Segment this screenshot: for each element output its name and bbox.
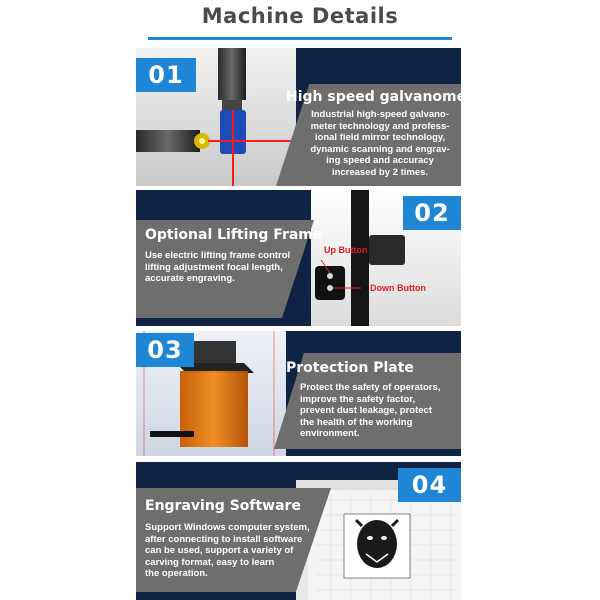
section-number-01: 01 xyxy=(136,58,196,92)
section-03-panel xyxy=(136,331,461,456)
up-button-label: Up Button xyxy=(324,245,368,255)
section-02-description: Use electric lifting frame control lifting adjustment focal length, accurate engraving. xyxy=(145,250,291,285)
section-04-panel xyxy=(136,462,461,600)
section-number-03: 03 xyxy=(136,333,194,367)
section-04-description: Support Windows computer system, after connecting to install software can be used, support a variety of carving format, easy to learn the operation. xyxy=(145,522,310,580)
section-02-title: Optional Lifting Frame xyxy=(145,227,323,243)
page-title: Machine Details xyxy=(201,4,399,28)
section-04-title: Engraving Software xyxy=(145,498,301,514)
section-02-panel xyxy=(136,190,461,326)
section-03-description: Protect the safety of operators, improve the safety factor, prevent dust leakage, protect the health of the working environment. xyxy=(300,382,441,440)
section-number-04: 04 xyxy=(398,468,461,502)
section-number-02: 02 xyxy=(403,196,461,230)
title-underline xyxy=(148,37,452,40)
down-button-label: Down Button xyxy=(370,283,426,293)
section-03-title: Protection Plate xyxy=(286,360,414,376)
section-01-panel xyxy=(136,48,490,186)
section-01-title: High speed galvanometer xyxy=(286,89,490,105)
section-01-description: Industrial high-speed galvano- meter technology and profess- ional field mirror technology, dynamic scanning and engrav- ing speed and accuracy increased by 2 times. xyxy=(310,109,450,178)
